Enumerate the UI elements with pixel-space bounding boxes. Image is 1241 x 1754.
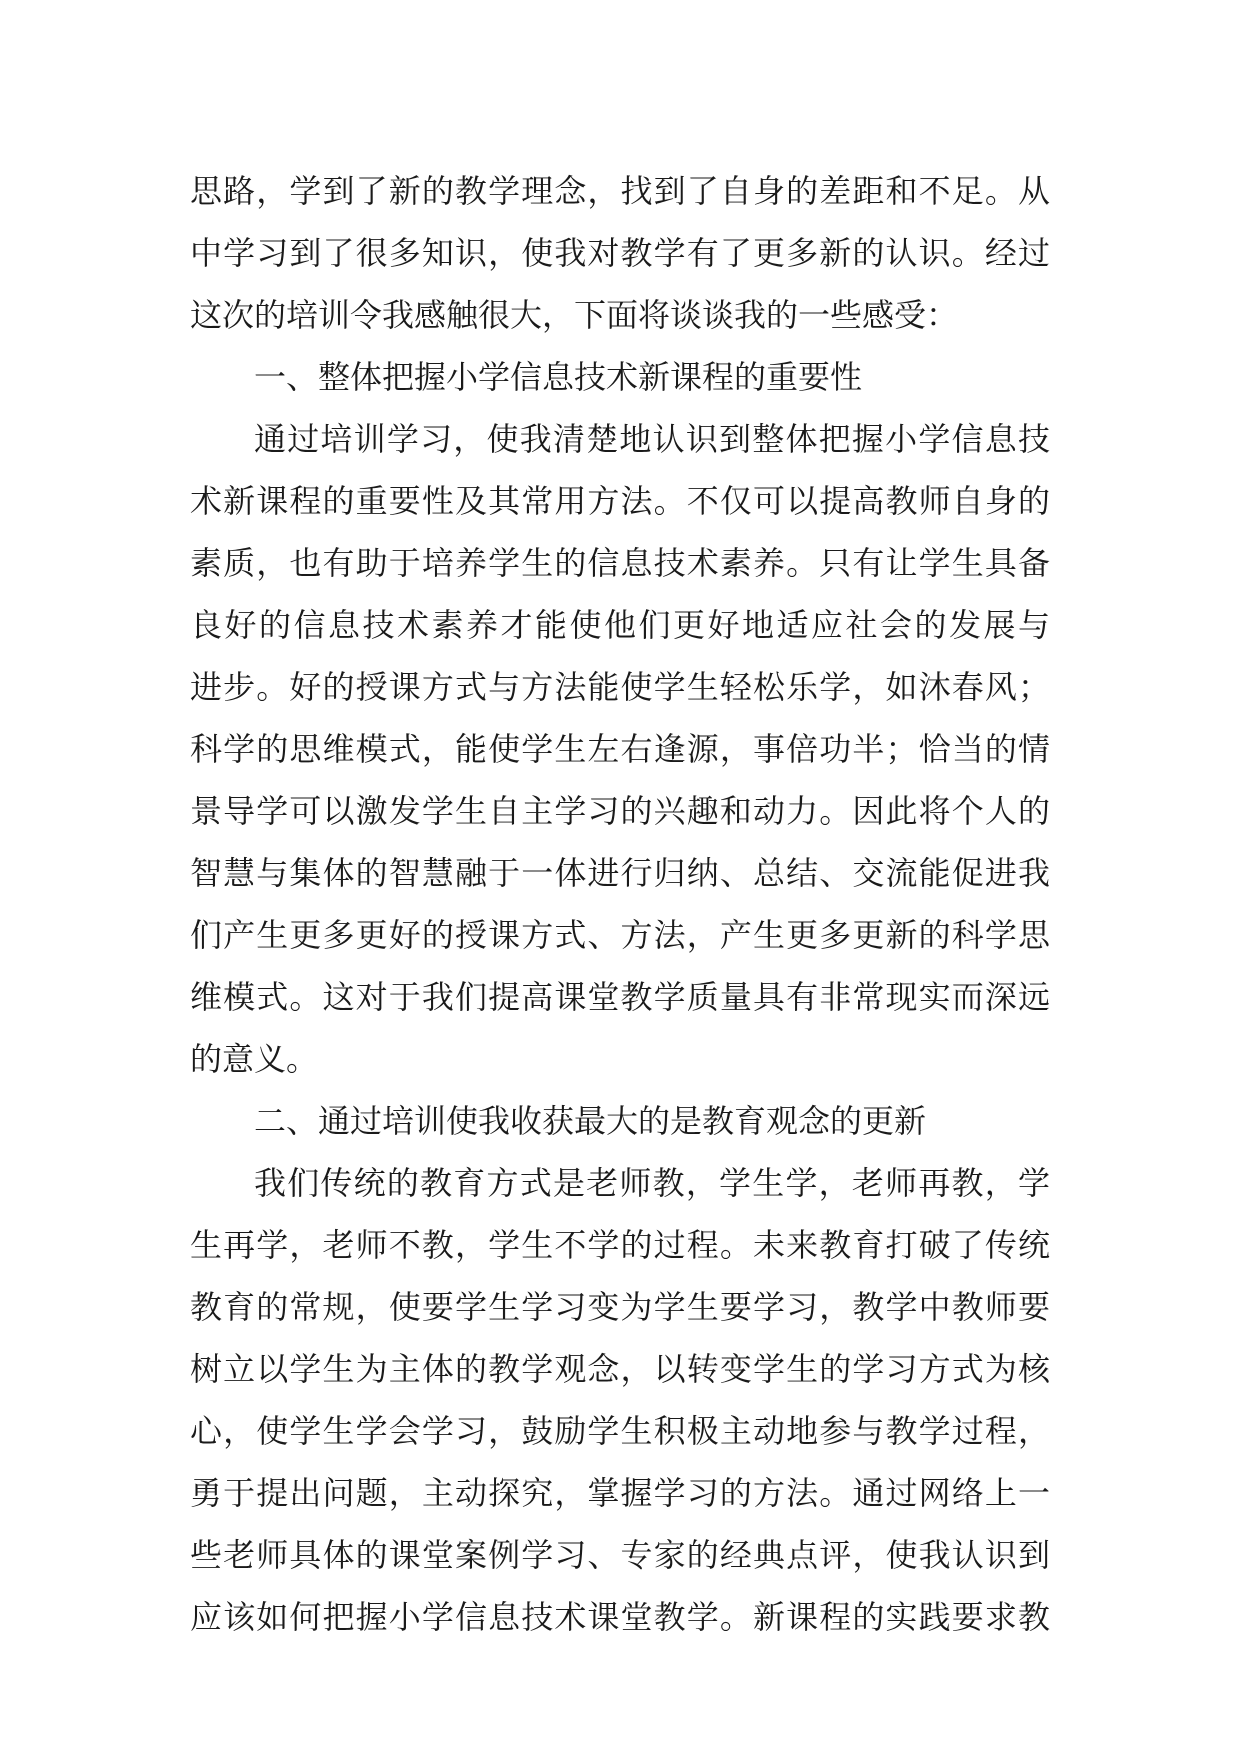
text-line: 思路，学到了新的教学理念，找到了自身的差距和不足。从	[190, 172, 1050, 210]
text-line: 应该如何把握小学信息技术课堂教学。新课程的实践要求教	[190, 1598, 1050, 1636]
text-line: 素质，也有助于培养学生的信息技术素养。只有让学生具备	[190, 544, 1050, 582]
text-line: 们产生更多更好的授课方式、方法，产生更多更新的科学思	[190, 916, 1050, 954]
text-line: 心，使学生学会学习，鼓励学生积极主动地参与教学过程，	[190, 1412, 1050, 1450]
text-line: 中学习到了很多知识，使我对教学有了更多新的认识。经过	[190, 234, 1050, 272]
text-line: 些老师具体的课堂案例学习、专家的经典点评，使我认识到	[190, 1536, 1050, 1574]
paragraph-first-line: 通过培训学习，使我清楚地认识到整体把握小学信息技	[254, 420, 1050, 458]
section-heading: 一、整体把握小学信息技术新课程的重要性	[254, 358, 863, 396]
text-line: 这次的培训令我感触很大，下面将谈谈我的一些感受：	[190, 296, 959, 334]
document-body	[190, 160, 1050, 1648]
paragraph-first-line: 我们传统的教育方式是老师教，学生学，老师再教，学	[254, 1164, 1050, 1202]
text-line: 勇于提出问题，主动探究，掌握学习的方法。通过网络上一	[190, 1474, 1050, 1512]
text-line: 生再学，老师不教，学生不学的过程。未来教育打破了传统	[190, 1226, 1050, 1264]
text-line: 术新课程的重要性及其常用方法。不仅可以提高教师自身的	[190, 482, 1050, 520]
text-line: 的意义。	[190, 1040, 319, 1078]
text-line: 维模式。这对于我们提高课堂教学质量具有非常现实而深远	[190, 978, 1050, 1016]
section-heading: 二、通过培训使我收获最大的是教育观念的更新	[254, 1102, 927, 1140]
text-line: 景导学可以激发学生自主学习的兴趣和动力。因此将个人的	[190, 792, 1050, 830]
text-line: 智慧与集体的智慧融于一体进行归纳、总结、交流能促进我	[190, 854, 1050, 892]
text-line: 良好的信息技术素养才能使他们更好地适应社会的发展与	[190, 606, 1050, 644]
text-line: 科学的思维模式，能使学生左右逢源，事倍功半；恰当的情	[190, 730, 1050, 768]
text-line: 树立以学生为主体的教学观念，以转变学生的学习方式为核	[190, 1350, 1050, 1388]
text-line: 教育的常规，使要学生学习变为学生要学习，教学中教师要	[190, 1288, 1050, 1326]
text-line: 进步。好的授课方式与方法能使学生轻松乐学，如沐春风；	[190, 668, 1050, 706]
